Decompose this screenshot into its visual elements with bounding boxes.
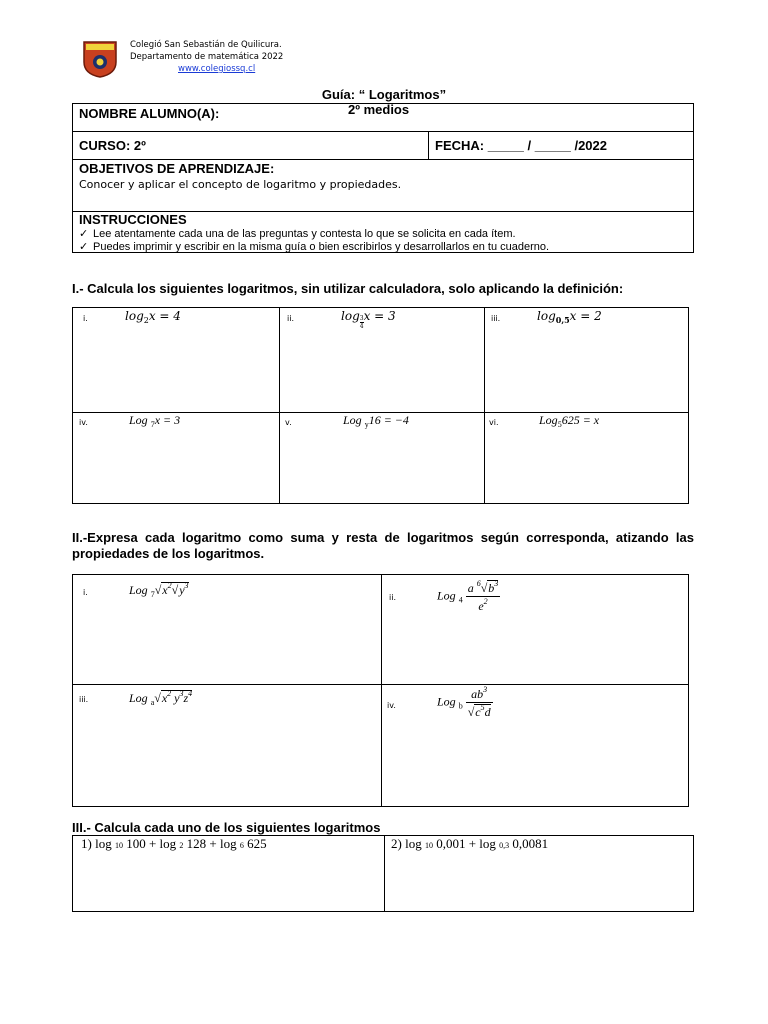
- instructions-label: INSTRUCCIONES: [79, 212, 187, 227]
- course-row: [73, 132, 693, 160]
- instruction-item: ✓ Lee atentamente cada una de las preguntas y contesta lo que se solicita en cada ítem.: [79, 228, 516, 240]
- objectives-label: OBJETIVOS DE APRENDIZAJE:: [79, 161, 275, 176]
- department: Departamento de matemática 2022: [130, 52, 284, 62]
- item-number: i.: [83, 314, 88, 323]
- exercise-3-2: 2) log 10 0,001 + log 0,3 0,0081: [391, 836, 549, 851]
- item-number: vi.: [489, 418, 499, 427]
- exercise-2-iii: Log $_a√x^2$ $y^3z^4$: [129, 689, 193, 707]
- website-link[interactable]: www.colegiossq.cl: [178, 64, 256, 74]
- exercise-2-iv: Log $_b$ $\frac{ab^3}{√c^5d}$: [437, 685, 491, 719]
- exercise-2-i: Log $_7√x^2√y^3$: [129, 581, 189, 599]
- check-icon: ✓: [79, 228, 89, 240]
- student-info-table: [72, 103, 694, 253]
- instruction-item: ✓ Puedes imprimir y escribir en la misma guía o bien escribirlos y desarrollarlos en tu cuaderno.: [79, 241, 550, 253]
- exercise-1-v: Log $_y$16 = −4: [343, 413, 409, 429]
- exercise-1-iii: $\log_{0,5}x = 2$: [537, 309, 602, 325]
- item-number: iv.: [387, 701, 396, 710]
- objectives-row: [73, 160, 693, 212]
- item-number: v.: [285, 418, 292, 427]
- exercise-1-i: $\log_2x = 4$: [125, 309, 181, 325]
- item-number: iv.: [79, 418, 88, 427]
- section2-title: II.-Expresa cada logaritmo como suma y resta de logaritmos según corresponda, atizando las propiedades de los logaritmos.: [72, 530, 694, 561]
- school-logo: [82, 40, 118, 78]
- exercise-3-1: 1) log 10 100 + log 2 128 + log 6 625: [81, 836, 267, 851]
- date-label: FECHA: _____ / _____ /2022: [435, 138, 607, 153]
- section3-title: III.- Calcula cada uno de los siguientes logaritmos: [72, 820, 381, 835]
- objectives-text: Conocer y aplicar el concepto de logaritmo y propiedades.: [79, 178, 402, 191]
- item-number: iii.: [79, 695, 89, 704]
- instructions-row: [73, 212, 693, 253]
- item-number: ii.: [287, 314, 294, 323]
- section2-grid: [72, 574, 689, 807]
- item-number: i.: [83, 588, 88, 597]
- exercise-1-vi: Log$_5$625 = x: [539, 413, 600, 429]
- section3-grid: [72, 835, 694, 912]
- item-number: iii.: [491, 314, 501, 323]
- student-label: NOMBRE ALUMNO(A):: [79, 106, 220, 121]
- exercise-2-ii: Log $_4$ $\frac{a ^6√b^3}{e^2}$: [437, 579, 499, 613]
- guide-title: Guía: “ Logaritmos”: [321, 87, 447, 102]
- grade-label: 2º medios: [348, 102, 410, 117]
- course-label: CURSO: 2º: [79, 138, 146, 153]
- item-number: ii.: [389, 593, 396, 602]
- exercise-1-iv: Log $_7$x = 3: [129, 413, 181, 429]
- exercise-1-ii: log $\frac{3}{4}$ x = 3: [341, 309, 396, 330]
- school-info: [130, 39, 283, 75]
- section1-title: I.- Calcula los siguientes logaritmos, sin utilizar calculadora, solo aplicando la definición:: [72, 281, 624, 296]
- check-icon: ✓: [79, 241, 89, 253]
- section1-grid: [72, 307, 689, 504]
- school-name: Colegió San Sebastián de Quilicura.: [130, 40, 282, 50]
